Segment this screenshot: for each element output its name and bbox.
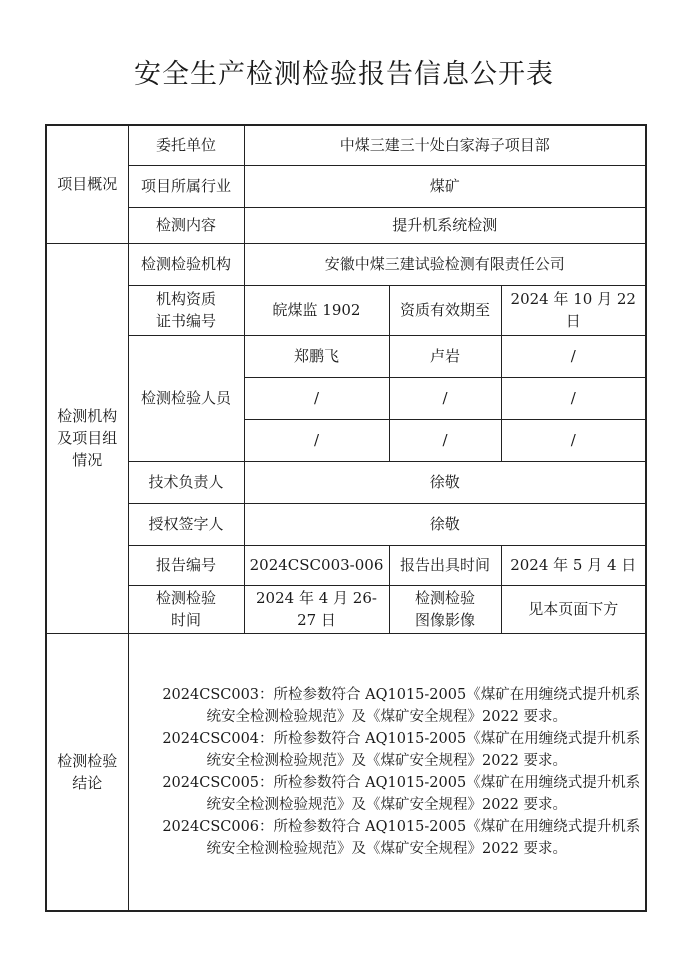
conclusion-label: 检测检验 结论 xyxy=(46,633,128,911)
test-time-value: 2024 年 4 月 26-27 日 xyxy=(244,585,389,633)
client-label: 委托单位 xyxy=(128,125,244,165)
content-value: 提升机系统检测 xyxy=(244,207,646,243)
table-row xyxy=(46,125,646,165)
agency-section-label: 检测机构 及项目组 情况 xyxy=(46,243,128,633)
issue-date-value: 2024 年 5 月 4 日 xyxy=(501,545,646,585)
table-row xyxy=(46,243,646,285)
personnel-cell: / xyxy=(501,377,646,419)
client-value: 中煤三建三十处白家海子项目部 xyxy=(244,125,646,165)
signatory-value: 徐敬 xyxy=(244,503,646,545)
personnel-cell: / xyxy=(389,377,501,419)
conclusion-paragraph: 2024CSC005：所检参数符合 AQ1015-2005《煤矿在用缠绕式提升机系统安全检测检验规范》及《煤矿安全规程》2022 要求。 xyxy=(162,774,641,813)
table-row xyxy=(46,285,646,335)
table-row xyxy=(46,461,646,503)
test-time-label: 检测检验 时间 xyxy=(128,585,244,633)
industry-label: 项目所属行业 xyxy=(128,165,244,207)
personnel-cell: / xyxy=(244,419,389,461)
conclusion-paragraph: 2024CSC003：所检参数符合 AQ1015-2005《煤矿在用缠绕式提升机系统安全检测检验规范》及《煤矿安全规程》2022 要求。 xyxy=(162,686,641,725)
images-value: 见本页面下方 xyxy=(501,585,646,633)
report-no-label: 报告编号 xyxy=(128,545,244,585)
cert-value: 皖煤监 1902 xyxy=(244,285,389,335)
personnel-cell: / xyxy=(501,419,646,461)
project-overview-label: 项目概况 xyxy=(46,125,128,243)
personnel-cell: / xyxy=(501,335,646,377)
org-value: 安徽中煤三建试验检测有限责任公司 xyxy=(244,243,646,285)
conclusion-paragraph: 2024CSC006：所检参数符合 AQ1015-2005《煤矿在用缠绕式提升机系统安全检测检验规范》及《煤矿安全规程》2022 要求。 xyxy=(162,818,641,857)
conclusion-text xyxy=(128,633,646,911)
table-row xyxy=(46,503,646,545)
images-label: 检测检验 图像影像 xyxy=(389,585,501,633)
table-row xyxy=(46,545,646,585)
personnel-cell: 卢岩 xyxy=(389,335,501,377)
table-row xyxy=(46,585,646,633)
validity-label: 资质有效期至 xyxy=(389,285,501,335)
info-disclosure-table xyxy=(45,124,647,912)
table-row xyxy=(46,335,646,377)
signatory-label: 授权签字人 xyxy=(128,503,244,545)
personnel-cell: / xyxy=(389,419,501,461)
content-label: 检测内容 xyxy=(128,207,244,243)
cert-label: 机构资质 证书编号 xyxy=(128,285,244,335)
conclusion-paragraph: 2024CSC004：所检参数符合 AQ1015-2005《煤矿在用缠绕式提升机系统安全检测检验规范》及《煤矿安全规程》2022 要求。 xyxy=(162,730,641,769)
table-row xyxy=(46,165,646,207)
tech-lead-value: 徐敬 xyxy=(244,461,646,503)
org-label: 检测检验机构 xyxy=(128,243,244,285)
report-no-value: 2024CSC003-006 xyxy=(244,545,389,585)
personnel-cell: 郑鹏飞 xyxy=(244,335,389,377)
issue-date-label: 报告出具时间 xyxy=(389,545,501,585)
industry-value: 煤矿 xyxy=(244,165,646,207)
personnel-label: 检测检验人员 xyxy=(128,335,244,461)
validity-value: 2024 年 10 月 22 日 xyxy=(501,285,646,335)
page-title: 安全生产检测检验报告信息公开表 xyxy=(134,59,554,90)
tech-lead-label: 技术负责人 xyxy=(128,461,244,503)
table-row xyxy=(46,633,646,911)
personnel-cell: / xyxy=(244,377,389,419)
table-row xyxy=(46,207,646,243)
